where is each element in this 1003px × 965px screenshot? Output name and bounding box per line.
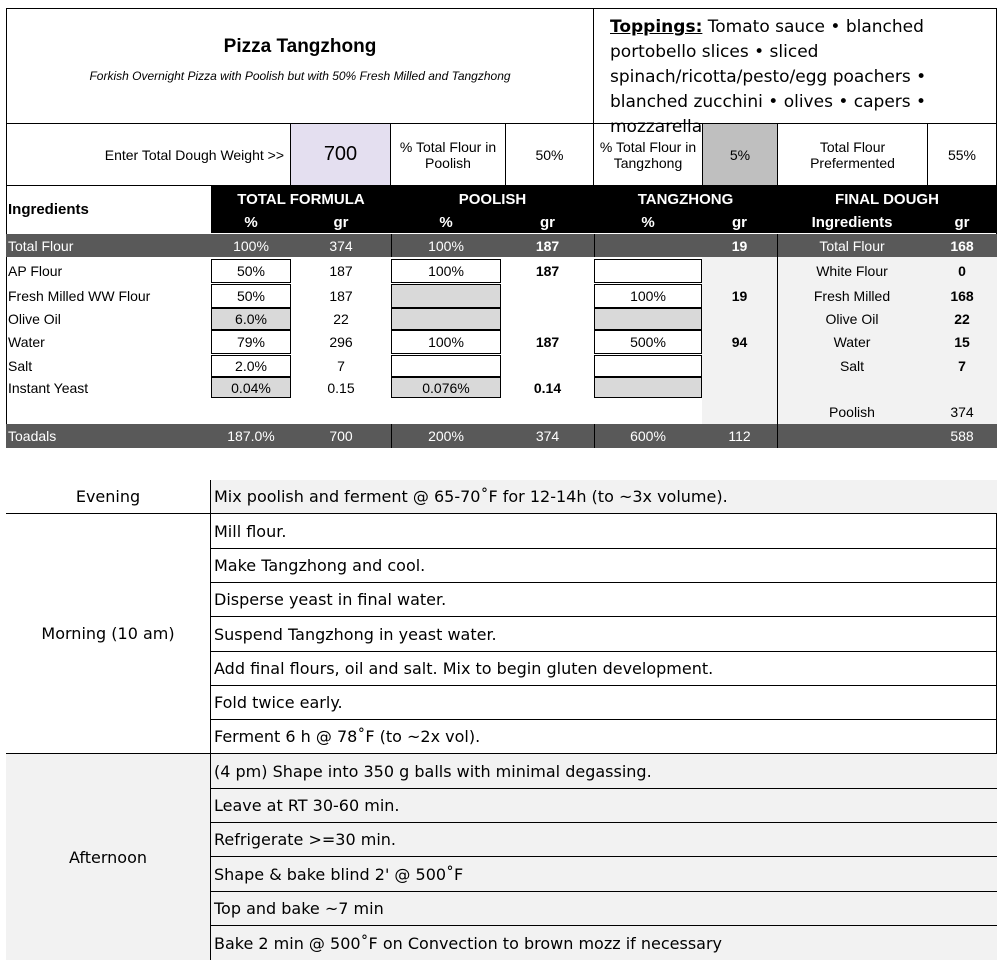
row-name: Salt: [8, 358, 33, 374]
row-name: Instant Yeast: [8, 379, 89, 396]
tf-gr-cell: 22: [333, 311, 349, 327]
t-pct-input[interactable]: 500%: [594, 330, 702, 354]
schedule-step: Fold twice early.: [211, 686, 997, 720]
tf-gr-cell: 187: [329, 288, 353, 304]
p-pct-cell: 200%: [428, 428, 464, 444]
schedule-step: (4 pm) Shape into 350 g balls with minimal degassing.: [211, 754, 997, 789]
tf-gr-cell: 0.15: [327, 379, 355, 396]
row-name: Water: [8, 334, 45, 350]
tf-pct-input[interactable]: 50%: [211, 284, 291, 308]
poolish-header: POOLISH: [458, 190, 527, 208]
t-pct-input[interactable]: [594, 355, 702, 377]
column-divider: [777, 234, 778, 257]
p-gr-cell: 187: [535, 263, 560, 279]
column-divider: [391, 424, 392, 448]
t-gr-cell: 19: [731, 288, 748, 304]
schedule-step: Leave at RT 30-60 min.: [211, 789, 997, 823]
p-gr-cell: 374: [535, 428, 560, 444]
row-name: Olive Oil: [8, 311, 61, 327]
fd-gr-header: gr: [954, 213, 970, 231]
ingredients-header: Ingredients: [8, 201, 89, 218]
tf-pct-input[interactable]: 2.0%: [211, 355, 291, 377]
total-formula-header: TOTAL FORMULA: [237, 190, 365, 208]
p-pct-input[interactable]: 0.076%: [391, 377, 501, 398]
p-pct-input[interactable]: 100%: [391, 330, 501, 354]
dough-weight-input[interactable]: 700: [290, 123, 391, 186]
fd-gr-cell: 374: [950, 404, 974, 420]
t-pct-header: %: [641, 213, 655, 231]
tf-gr-cell: 7: [337, 358, 345, 374]
schedule-period: Morning (10 am): [6, 514, 211, 754]
fd-gr-cell: 0: [958, 263, 966, 279]
tf-pct-input[interactable]: 0.04%: [211, 377, 291, 398]
tf-gr-header: gr: [333, 213, 349, 231]
p-gr-cell: 0.14: [533, 379, 562, 396]
schedule-step: Mill flour.: [211, 514, 997, 549]
schedule-step: Make Tangzhong and cool.: [211, 549, 997, 583]
row-name: Toadals: [8, 428, 57, 444]
fd-gr-cell: 7: [958, 358, 966, 374]
tf-pct-cell: 100%: [233, 237, 269, 254]
schedule-step: Refrigerate >=30 min.: [211, 823, 997, 857]
t-pct-input[interactable]: [594, 308, 702, 330]
p-pct-input[interactable]: [391, 355, 501, 377]
fd-gr-cell: 22: [954, 311, 970, 327]
tf-pct-input[interactable]: 6.0%: [211, 308, 291, 330]
schedule-step: Suspend Tangzhong in yeast water.: [211, 617, 997, 652]
fd-name-cell: Fresh Milled: [813, 288, 891, 304]
p-pct-header: %: [439, 213, 453, 231]
fd-ingredients-header: Ingredients: [811, 213, 893, 231]
tangzhong-header: TANGZHONG: [637, 190, 734, 208]
fd-name-cell: White Flour: [816, 263, 888, 279]
schedule-step: Add final flours, oil and salt. Mix to begin gluten development.: [211, 652, 997, 686]
tf-gr-cell: 700: [329, 428, 353, 444]
schedule-step: Disperse yeast in final water.: [211, 583, 997, 617]
page-title: Pizza Tangzhong: [223, 36, 377, 57]
tf-pct-cell: 187.0%: [227, 428, 275, 444]
p-pct-cell: 100%: [428, 237, 464, 254]
schedule-period: Evening: [6, 480, 211, 514]
schedule-step: Mix poolish and ferment @ 65-70˚F for 12-14h (to ~3x volume).: [211, 480, 997, 514]
tf-gr-cell: 374: [329, 237, 353, 254]
schedule-step: Top and bake ~7 min: [211, 892, 997, 926]
t-gr-cell: 112: [728, 428, 751, 444]
column-divider: [594, 424, 595, 448]
p-gr-cell: 187: [535, 334, 560, 350]
schedule-step: Shape & bake blind 2' @ 500˚F: [211, 857, 997, 892]
page-subtitle: Forkish Overnight Pizza with Poolish but with 50% Fresh Milled and Tangzhong: [89, 69, 511, 83]
tf-gr-cell: 296: [329, 334, 353, 350]
dough-weight-label: Enter Total Dough Weight >>: [104, 146, 284, 163]
poolish-flour-label: % Total Flour in Poolish: [390, 123, 506, 186]
fd-name-cell: Water: [833, 334, 871, 350]
tf-gr-cell: 187: [329, 263, 353, 279]
schedule-step: Ferment 6 h @ 78˚F (to ~2x vol).: [211, 720, 997, 754]
schedule-step: Bake 2 min @ 500˚F on Convection to brown mozz if necessary: [211, 926, 997, 960]
toppings-label: Toppings:: [610, 17, 703, 37]
fd-name-cell: Total Flour: [819, 237, 885, 254]
t-gr-header: gr: [732, 213, 747, 231]
t-pct-input[interactable]: 100%: [594, 284, 702, 308]
toppings-box: [593, 8, 997, 137]
preferment-label: Total Flour Prefermented: [777, 123, 928, 186]
toppings-text: Tomato sauce • blanched portobello slices • sliced spinach/ricotta/pesto/egg poachers • blanched zucchini • olives • capers • mozzarella: [610, 17, 927, 137]
fd-name-cell: Olive Oil: [825, 311, 879, 327]
p-gr-cell: 187: [535, 237, 560, 254]
row-name: Fresh Milled WW Flour: [8, 288, 151, 304]
fd-gr-cell: 588: [950, 428, 974, 444]
p-gr-header: gr: [540, 213, 555, 231]
tangzhong-flour-value[interactable]: 5%: [702, 123, 778, 186]
column-divider: [777, 424, 778, 448]
t-pct-input[interactable]: [594, 377, 702, 398]
fd-gr-cell: 168: [950, 237, 974, 254]
tf-pct-header: %: [244, 213, 258, 231]
fd-gr-cell: 168: [950, 288, 974, 304]
poolish-flour-value[interactable]: 50%: [505, 123, 594, 186]
t-pct-cell: 600%: [630, 428, 666, 444]
fd-name-cell: Poolish: [829, 404, 875, 420]
fd-name-cell: Salt: [839, 358, 865, 374]
tangzhong-flour-label: % Total Flour in Tangzhong: [593, 123, 703, 186]
t-pct-input[interactable]: [594, 259, 702, 283]
p-pct-input[interactable]: [391, 308, 501, 330]
column-divider: [594, 234, 595, 257]
row-name: Total Flour: [8, 237, 74, 254]
row-name: AP Flour: [8, 263, 63, 279]
schedule-period: Afternoon: [6, 754, 211, 960]
preferment-value: 55%: [927, 123, 997, 186]
p-pct-input[interactable]: [391, 284, 501, 308]
t-gr-cell: 19: [731, 237, 748, 254]
final-dough-header: FINAL DOUGH: [835, 190, 939, 208]
column-divider: [391, 234, 392, 257]
tf-pct-input[interactable]: 50%: [211, 259, 291, 283]
tf-pct-input[interactable]: 79%: [211, 330, 291, 354]
fd-gr-cell: 15: [954, 334, 970, 350]
p-gr-cell: [501, 284, 594, 308]
p-pct-input[interactable]: 100%: [391, 259, 501, 283]
t-gr-cell: 94: [731, 334, 748, 350]
